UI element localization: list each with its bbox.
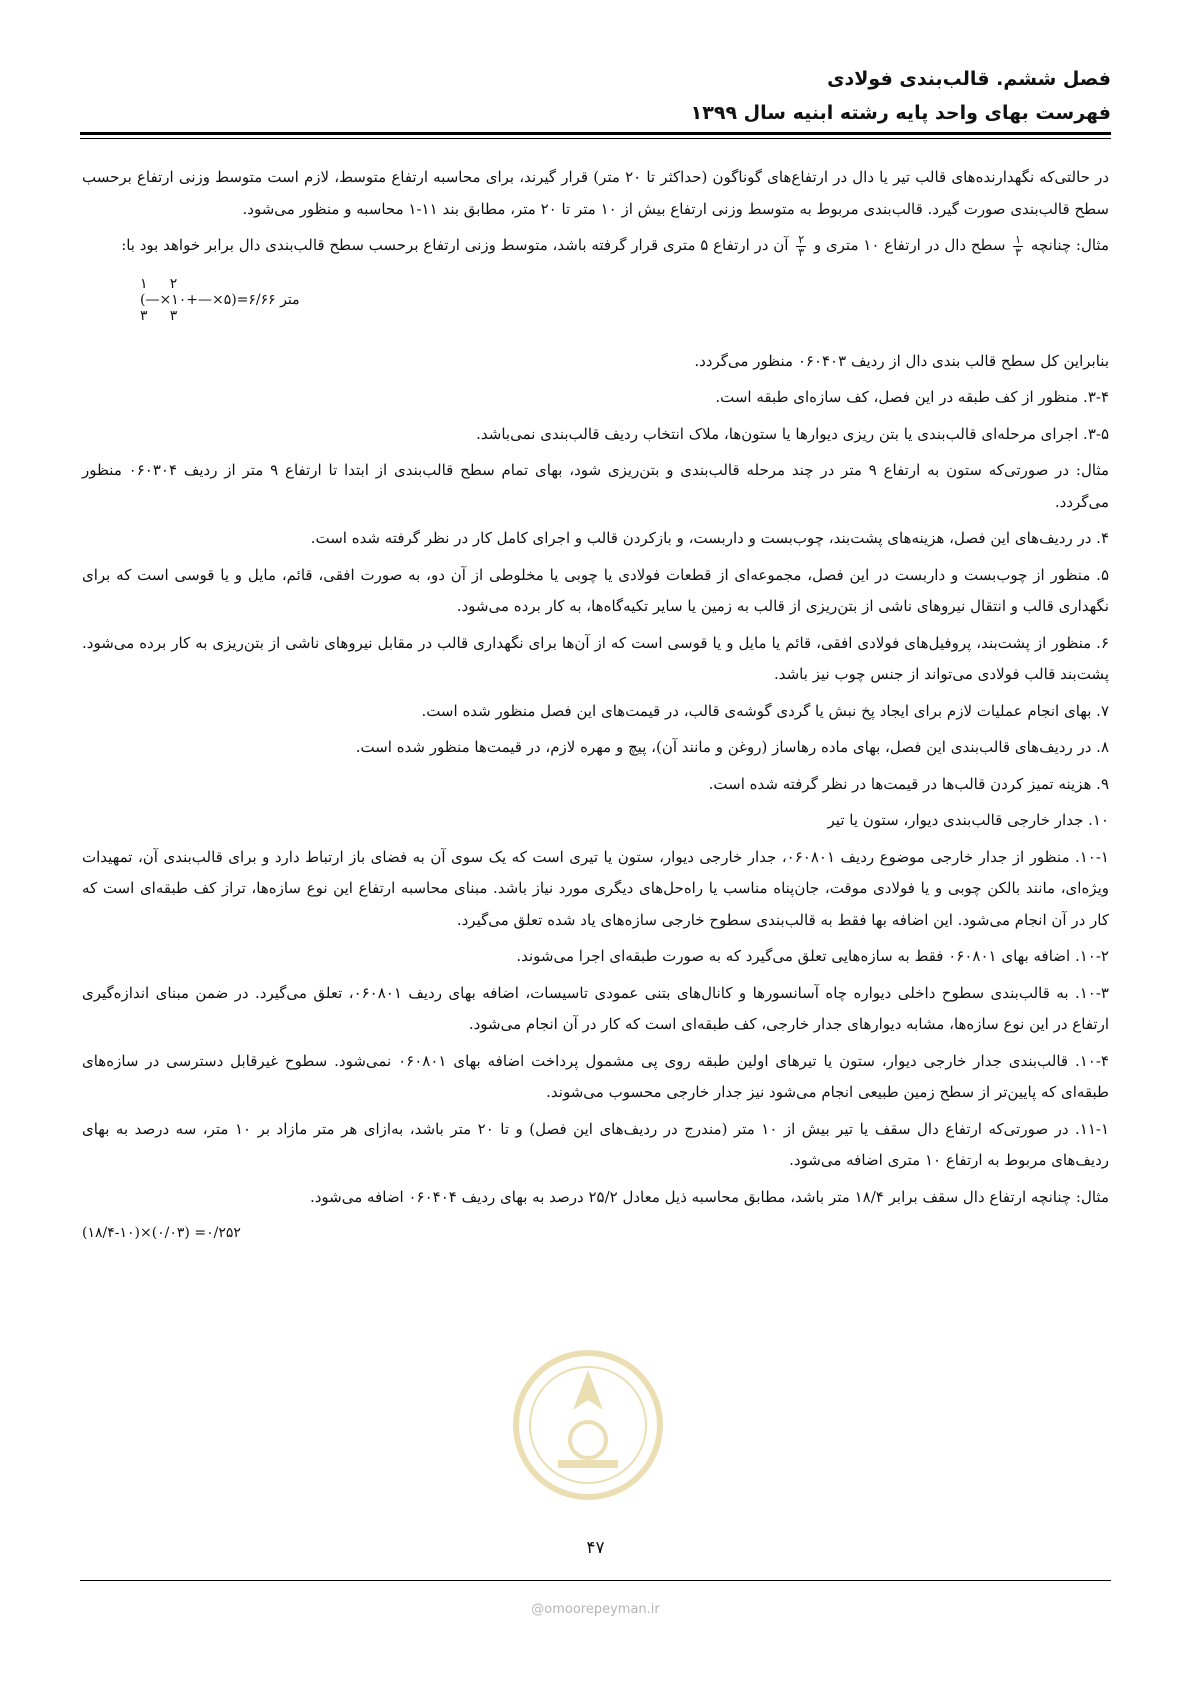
header-rule-thin bbox=[80, 138, 1111, 139]
formula-extra-percent: (۱۸/۴-۱۰)×(۰/۰۳) =۰/۲۵۲ bbox=[82, 1225, 241, 1241]
paragraph-11-1: ۱۱-۱. در صورتی‌که ارتفاع دال سقف یا تیر بیش از ۱۰ متر (مندرج در ردیف‌های این فصل) و تا ۲۰ متر باشد، به‌ازای هر متر مازاد بر ۱۰ متر، سه درصد به بهای ردیف‌های مربوط به ارتفاع ۱۰ متری اضافه می‌شود. bbox=[82, 1119, 1110, 1169]
paragraph-example-slab: مثال: چنانچه $\frac{۱}{۳}$ سطح دال در ارتفاع ۱۰ متری و $\frac{۲}{۳}$ آن در ارتفاع ۵ متری قرار گرفته باشد، متوسط وزنی ارتفاع برحسب سطح قالب‌بندی دال برابر خواهد بود با: bbox=[121, 232, 1109, 259]
paragraph-3-4: ۳-۴. منظور از کف طبقه در این فصل، کف سازه‌ای طبقه است. bbox=[715, 388, 1109, 406]
fraction-two-thirds: $\frac{۲}{۳}$ bbox=[798, 232, 805, 259]
paragraph-7: ۷. بهای انجام عملیات لازم برای ایجاد پخ نبش یا گردی گوشه‌ی قالب، در قیمت‌های این فصل منظور شده است. bbox=[421, 701, 1109, 720]
paragraph-result: بنابراین کل سطح قالب بندی دال از ردیف ۰۶۰۴۰۳ منظور می‌گردد. bbox=[694, 351, 1109, 370]
footer-rule bbox=[80, 1580, 1111, 1581]
price-list-title: فهرست بهای واحد پایه رشته ابنیه سال ۱۳۹۹ bbox=[690, 102, 1111, 124]
paragraph-weighted-height: در حالتی‌که نگهدارنده‌های قالب تیر یا دال در ارتفاع‌های گوناگون (حداکثر تا ۲۰ متر) قرار گیرند، برای محاسبه ارتفاع متوسط، لازم است متوسط وزنی ارتفاع برحسب سطح قالب‌بندی صورت گیرد. قالب‌بندی مربوط به متوسط وزنی ارتفاع بیش از ۱۰ متر تا ۲۰ متر، مطابق بند ۱۱-۱ محاسبه و منظور می‌شود. bbox=[82, 168, 1109, 218]
paragraph-10-1: ۱۰-۱. منظور از جدار خارجی موضوع ردیف ۰۶۰۸۰۱، جدار خارجی دیوار، ستون یا تیری است که یک سوی آن به فضای باز ارتباط دارد و برای قالب‌بندی آن، تمهیدات ویژه‌ای، مانند بالکن چوبی و یا فولادی موقت، جان‌پناه مناسب یا راه‌حل‌های دیگری مورد نیاز باشد. مبنای محاسبه ارتفاع این نوع سازه‌ها، تراز کف طبقه‌ای است که کار در آن انجام می‌شود. این اضافه بها فقط به قالب‌بندی سطوح خارجی سازه‌های یاد شده تعلق می‌گیرد. bbox=[82, 847, 1109, 929]
paragraph-6: ۶. منظور از پشت‌بند، پروفیل‌های فولادی افقی، قائم یا مایل و یا قوسی است که از آن‌ها برای نگهداری قالب در مقابل نیروهای ناشی از بتن‌ریزی به کار برده می‌شود. پشت‌بند قالب فولادی می‌تواند از جنس چوب نیز باشد. bbox=[82, 633, 1109, 683]
page-number: ۴۷ bbox=[586, 1538, 605, 1558]
paragraph-example-height: مثال: چنانچه ارتفاع دال سقف برابر ۱۸/۴ متر باشد، مطابق محاسبه ذیل معادل ۲۵/۲ درصد به بهای ردیف ۰۶۰۴۰۴ اضافه می‌شود. bbox=[309, 1187, 1109, 1206]
paragraph-10-2: ۱۰-۲. اضافه بهای ۰۶۰۸۰۱ فقط به سازه‌هایی تعلق می‌گیرد که به صورت طبقه‌ای اجرا می‌شوند. bbox=[516, 947, 1109, 965]
page-header bbox=[80, 62, 1111, 130]
header-rule-thick bbox=[80, 132, 1111, 135]
formula-denominators: ۳ ۳ bbox=[140, 307, 178, 324]
paragraph-4: ۴. در ردیف‌های این فصل، هزینه‌های پشت‌بند، چوب‌بست و داربست، و بازکردن قالب و اجرای کامل کار در نظر گرفته شده است. bbox=[310, 529, 1109, 547]
paragraph-10: ۱۰. جدار خارجی قالب‌بندی دیوار، ستون یا تیر bbox=[827, 811, 1109, 829]
chapter-title: فصل ششم. قالب‌بندی فولادی bbox=[827, 68, 1111, 90]
watermark-url: @omoorepeyman.ir bbox=[531, 1602, 660, 1617]
formula-numerators: ۱ ۲ bbox=[140, 275, 178, 292]
paragraph-8: ۸. در ردیف‌های قالب‌بندی این فصل، بهای ماده رهاساز (روغن و مانند آن)، پیچ و مهره لازم، در قیمت‌ها منظور شده است. bbox=[355, 738, 1109, 756]
paragraph-example-column: مثال: در صورتی‌که ستون به ارتفاع ۹ متر در چند مرحله قالب‌بندی و بتن‌ریزی شود، بهای تمام سطح قالب‌بندی از ابتدا تا ارتفاع ۹ متر از ردیف ۰۶۰۳۰۴ منظور می‌گردد. bbox=[82, 461, 1109, 511]
paragraph-10-4: ۱۰-۴. قالب‌بندی جدار خارجی دیوار، ستون یا تیرهای اولین طبقه روی پی مشمول پرداخت اضافه بهای ۰۶۰۸۰۱ نمی‌شود. سطوح غیرقابل دسترسی در سازه‌های طبقه‌ای که پایین‌تر از سطح زمین طبیعی انجام می‌شود نیز جدار خارجی محسوب می‌شوند. bbox=[82, 1051, 1109, 1101]
paragraph-10-3: ۱۰-۳. به قالب‌بندی سطوح داخلی دیواره چاه آسانسورها و کانال‌های بتنی عمودی تاسیسات، اضافه بهای ردیف ۰۶۰۸۰۱، تعلق می‌گیرد. در ضمن مبنای اندازه‌گیری ارتفاع در این نوع سازه‌ها، مشابه دیوارهای جدار خارجی، کف طبقه‌ای است که کار در آن انجام می‌شود. bbox=[82, 983, 1109, 1033]
watermark-seal-icon bbox=[508, 1310, 668, 1540]
formula-main-line: (—×۱۰+—×۵)=۶/۶۶ متر bbox=[140, 291, 300, 308]
paragraph-3-5: ۳-۵. اجرای مرحله‌ای قالب‌بندی یا بتن ریزی دیوارها یا ستون‌ها، ملاک انتخاب ردیف قالب‌بندی نمی‌باشد. bbox=[476, 424, 1109, 443]
paragraph-5: ۵. منظور از چوب‌بست و داربست در این فصل، مجموعه‌ای از قطعات فولادی یا چوبی یا مخلوطی از آن دو، به صورت افقی، قائم، مایل و یا قوسی است که برای نگهداری قالب و انتقال نیروهای ناشی از بتن‌ریزی از قالب به زمین یا سایر تکیه‌گاه‌ها، به کار برده می‌شود. bbox=[82, 565, 1109, 615]
body-text bbox=[82, 162, 1109, 1250]
paragraph-9: ۹. هزینه تمیز کردن قالب‌ها در قیمت‌ها در نظر گرفته شده است. bbox=[708, 774, 1109, 793]
formula-weighted-average bbox=[140, 276, 1109, 324]
fraction-one-third: $\frac{۱}{۳}$ bbox=[1015, 232, 1022, 259]
